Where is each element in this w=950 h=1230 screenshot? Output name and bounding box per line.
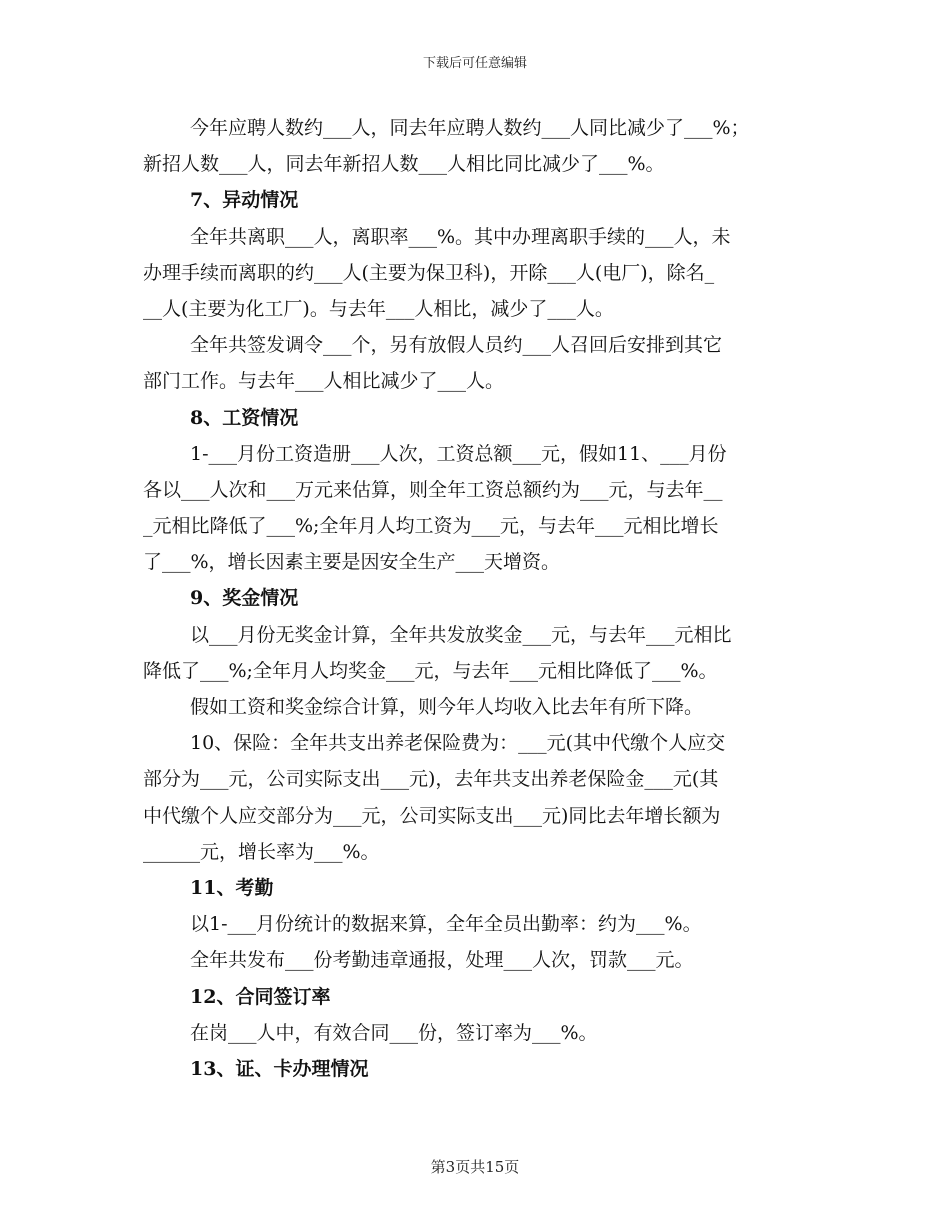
paragraph-line: 全年共签发调令___个，另有放假人员约___人召回后安排到其它: [190, 334, 723, 357]
section-heading: 8、工资情况: [190, 406, 299, 429]
section-heading: 12、合同签订率: [190, 985, 331, 1008]
section-heading: 11、考勤: [190, 876, 274, 899]
paragraph-line: 以___月份无奖金计算，全年共发放奖金___元，与去年___元相比: [190, 623, 732, 646]
document-body: [143, 110, 808, 1087]
paragraph-line: 中代缴个人应交部分为___元，公司实际支出___元)同比去年增长额为: [143, 804, 721, 827]
section-heading: 7、异动情况: [190, 189, 299, 212]
paragraph-line: __人(主要为化工厂)。与去年___人相比，减少了___人。: [143, 297, 614, 320]
paragraph-line: 了___%，增长因素主要是因安全生产___天增资。: [143, 551, 561, 574]
section-heading: 13、证、卡办理情况: [190, 1057, 369, 1080]
paragraph-line: 以1-___月份统计的数据来算，全年全员出勤率：约为___%。: [190, 913, 702, 936]
paragraph-line: ______元，增长率为___%。: [143, 840, 380, 863]
paragraph-line: 假如工资和奖金综合计算，则今年人均收入比去年有所下降。: [190, 696, 704, 718]
paragraph-line: 在岗___人中，有效合同___份，签订率为___%。: [190, 1021, 598, 1044]
paragraph-line: 各以___人次和___万元来估算，则全年工资总额约为___元，与去年__: [143, 478, 723, 501]
paragraph-line: 今年应聘人数约___人，同去年应聘人数约___人同比减少了___%；: [190, 117, 750, 139]
paragraph-line: 全年共发布___份考勤违章通报，处理___人次，罚款___元。: [190, 949, 694, 972]
paragraph-line: 部分为___元，公司实际支出___元)，去年共支出养老保险金___元(其: [143, 768, 719, 791]
paragraph-line: _元相比降低了___%;全年月人均工资为___元，与去年___元相比增长: [143, 515, 719, 538]
paragraph-line: 10、保险：全年共支出养老保险费为：___元(其中代缴个人应交: [190, 732, 726, 755]
paragraph-line: 全年共离职___人，离职率___%。其中办理离职手续的___人，未: [190, 225, 731, 248]
page-footer-number: 第3页共15页: [430, 1158, 520, 1176]
paragraph-line: 新招人数___人，同去年新招人数___人相比同比减少了___%。: [143, 153, 665, 176]
paragraph-line: 办理手续而离职的约___人(主要为保卫科)，开除___人(电厂)，除名_: [143, 261, 715, 284]
section-heading: 9、奖金情况: [190, 587, 299, 610]
page-header-note: 下载后可任意编辑: [422, 56, 527, 71]
paragraph-line: 部门工作。与去年___人相比减少了___人。: [143, 370, 505, 393]
paragraph-line: 1-___月份工资造册___人次，工资总额___元，假如11、___月份: [190, 442, 727, 465]
paragraph-line: 降低了___%;全年月人均奖金___元，与去年___元相比降低了___%。: [143, 659, 718, 682]
